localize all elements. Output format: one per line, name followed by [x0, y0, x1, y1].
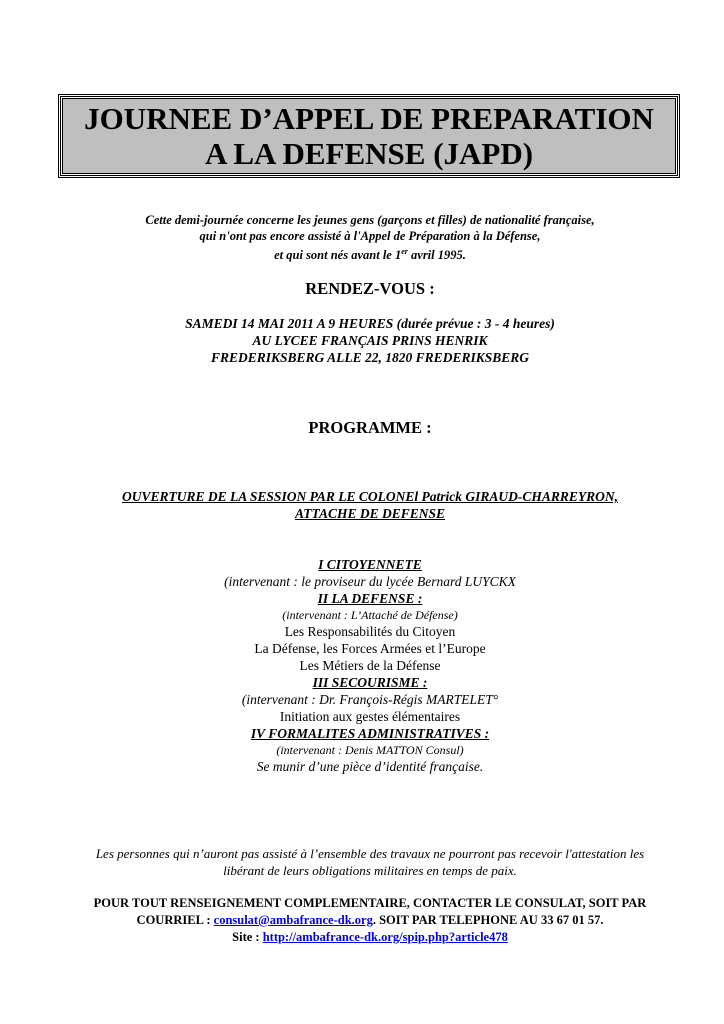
- section-2-speaker: (intervenant : L’Attaché de Défense): [282, 608, 458, 622]
- contact-line-3: [40, 929, 700, 946]
- programme-sections: [40, 556, 700, 775]
- opening-line-1: OUVERTURE DE LA SESSION PAR LE COLONEl Patrick GIRAUD-CHARREYRON,: [122, 489, 618, 504]
- section-2-title: II LA DEFENSE :: [317, 591, 423, 606]
- section-4-speaker: (intervenant : Denis MATTON Consul): [276, 743, 464, 757]
- contact-phone: . SOIT PAR TELEPHONE AU 33 67 01 57.: [372, 913, 604, 927]
- rendezvous-place: AU LYCEE FRANÇAIS PRINS HENRIK: [252, 333, 488, 348]
- contact-info: [40, 895, 700, 946]
- rendezvous-address: FREDERIKSBERG ALLE 22, 1820 FREDERIKSBERG: [211, 350, 529, 365]
- section-2-item-2: La Défense, les Forces Armées et l’Europe: [254, 641, 486, 656]
- section-4-title: IV FORMALITES ADMINISTRATIVES :: [250, 726, 490, 741]
- section-3-item-1: Initiation aux gestes élémentaires: [279, 709, 461, 724]
- intro-paragraph: [40, 212, 700, 263]
- section-4-item-1: Se munir d’une pièce d’identité française.: [256, 759, 484, 774]
- page-title-line-1: JOURNEE D’APPEL DE PREPARATION: [84, 101, 654, 136]
- section-1-speaker: (intervenant : le proviseur du lycée Bernard LUYCKX: [224, 574, 516, 589]
- note-line-2: libérant de leurs obligations militaires en temps de paix.: [223, 863, 517, 878]
- contact-line-1: POUR TOUT RENSEIGNEMENT COMPLEMENTAIRE, CONTACTER LE CONSULAT, SOIT PAR: [93, 896, 647, 910]
- section-2-item-3: Les Métiers de la Défense: [299, 658, 441, 673]
- site-link[interactable]: http://ambafrance-dk.org/spip.php?article478: [262, 930, 508, 944]
- intro-line-3-post: avril 1995.: [407, 248, 466, 263]
- attendance-note: [50, 845, 690, 879]
- site-label: Site :: [232, 930, 263, 944]
- note-line-1: Les personnes qui n’auront pas assisté à l’ensemble des travaux ne pourront pas recevoir l'attestation les: [95, 846, 645, 861]
- section-1-title: I CITOYENNETE: [318, 557, 422, 572]
- contact-email-label: COURRIEL :: [136, 913, 214, 927]
- programme-heading: PROGRAMME :: [308, 418, 432, 437]
- section-3-title: III SECOURISME :: [312, 675, 428, 690]
- intro-line-3: [40, 244, 700, 263]
- rendezvous-heading: RENDEZ-VOUS :: [305, 279, 435, 298]
- rendezvous-details: [40, 315, 700, 366]
- title-box-fill: [62, 98, 676, 174]
- opening-line-2: ATTACHE DE DEFENSE: [294, 506, 446, 521]
- intro-line-2: qui n'ont pas encore assisté à l'Appel de Préparation à la Défense,: [199, 229, 541, 243]
- email-link[interactable]: consulat@ambafrance-dk.org: [213, 913, 373, 927]
- section-3-speaker: (intervenant : Dr. François-Régis MARTELET°: [241, 692, 499, 707]
- intro-superscript: er: [401, 247, 408, 256]
- opening-session: [40, 488, 700, 522]
- intro-line-3-pre: et qui sont nés avant le 1: [274, 248, 402, 263]
- page-title-line-2: A LA DEFENSE (JAPD): [204, 136, 534, 171]
- title-box: [58, 94, 680, 178]
- contact-line-2: [40, 912, 700, 929]
- intro-line-1: Cette demi-journée concerne les jeunes gens (garçons et filles) de nationalité française,: [145, 213, 595, 227]
- section-2-item-1: Les Responsabilités du Citoyen: [284, 624, 456, 639]
- rendezvous-date: SAMEDI 14 MAI 2011 A 9 HEURES (durée prévue : 3 - 4 heures): [185, 316, 555, 331]
